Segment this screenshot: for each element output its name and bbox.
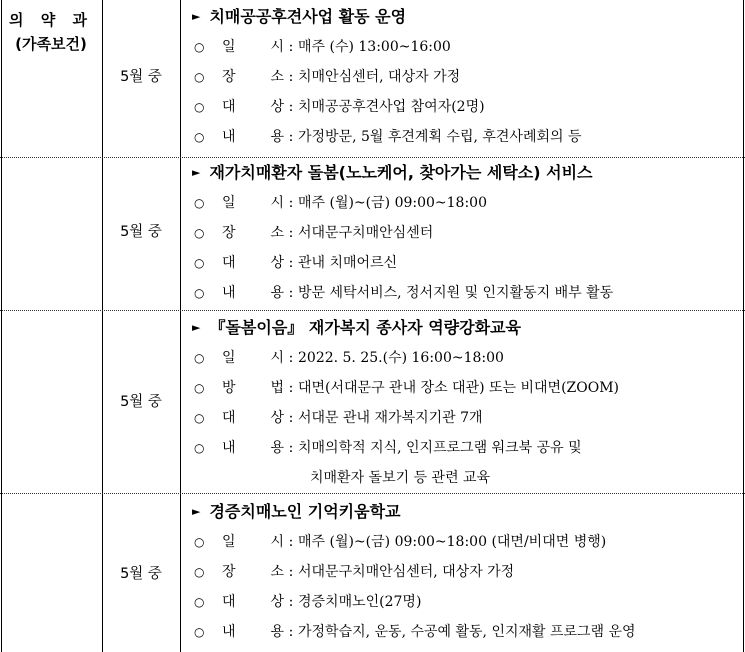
colon-separator: : [288, 564, 294, 580]
circle-bullet-icon: ○ [194, 286, 205, 300]
label-char: 소 [270, 225, 284, 241]
colon-separator: : [288, 350, 294, 366]
detail-label [214, 278, 284, 308]
detail-label [214, 527, 284, 557]
detail-value: 매주 (월)~(금) 09:00~18:00 (대면/비대면 병행) [298, 534, 607, 550]
circle-bullet-icon: ○ [194, 40, 205, 54]
detail-label [214, 92, 284, 122]
detail-value: 치매안심센터, 대상자 가정 [298, 69, 461, 85]
circle-bullet-icon: ○ [194, 411, 205, 425]
label-char: 장 [222, 225, 236, 241]
table-border-left [1, 0, 2, 652]
detail-value: 매주 (월)~(금) 09:00~18:00 [298, 195, 487, 211]
detail-value: 경증치매노인(27명) [298, 594, 422, 610]
detail-row [190, 122, 740, 152]
section-3 [190, 313, 740, 493]
section-title [190, 313, 740, 343]
detail-row [190, 343, 740, 373]
circle-bullet-icon: ○ [194, 100, 205, 114]
colon-separator: : [288, 410, 294, 426]
colon-separator: : [288, 255, 294, 271]
section-title [190, 497, 740, 527]
circle-bullet-icon: ○ [194, 595, 205, 609]
department-subname: (가족보건) [15, 35, 87, 53]
label-char: 내 [222, 129, 236, 145]
colon-separator: : [288, 380, 294, 396]
colon-separator: : [288, 99, 294, 115]
detail-row [190, 373, 740, 403]
label-char: 상 [270, 99, 284, 115]
detail-row [190, 278, 740, 308]
circle-bullet-icon: ○ [194, 441, 205, 455]
detail-label [214, 373, 284, 403]
detail-value: 매주 (수) 13:00~16:00 [298, 39, 451, 55]
section-date: 5월 중 [120, 69, 162, 85]
label-char: 상 [270, 594, 284, 610]
label-char: 시 [270, 350, 284, 366]
label-char: 시 [270, 534, 284, 550]
section-title-text: 『돌봄이음』 재가복지 종사자 역량강화교육 [209, 318, 521, 337]
detail-value: 대면(서대문구 관내 장소 대관) 또는 비대면(ZOOM) [298, 380, 620, 396]
label-char: 장 [222, 69, 236, 85]
circle-bullet-icon: ○ [194, 351, 205, 365]
label-char: 일 [222, 350, 236, 366]
detail-row [190, 248, 740, 278]
detail-value: 치매공공후견사업 참여자(2명) [298, 99, 485, 115]
circle-bullet-icon: ○ [194, 226, 205, 240]
label-char: 대 [222, 594, 236, 610]
detail-label [214, 122, 284, 152]
circle-bullet-icon: ○ [194, 565, 205, 579]
department-name: 의 약 과 [9, 11, 93, 29]
detail-row [190, 92, 740, 122]
detail-value: 관내 치매어르신 [298, 255, 398, 271]
section-2 [190, 158, 740, 308]
colon-separator: : [288, 39, 294, 55]
detail-label [214, 218, 284, 248]
arrow-right-icon: ► [192, 505, 201, 518]
section-title-text: 재가치매환자 돌봄(노노케어, 찾아가는 세탁소) 서비스 [209, 163, 593, 182]
circle-bullet-icon: ○ [194, 130, 205, 144]
label-char: 용 [270, 624, 284, 640]
detail-row [190, 557, 740, 587]
label-char: 법 [270, 380, 284, 396]
section-title-text: 치매공공후견사업 활동 운영 [209, 7, 407, 26]
detail-row [190, 218, 740, 248]
label-char: 상 [270, 255, 284, 271]
row-separator-3 [0, 493, 745, 494]
label-char: 내 [222, 285, 236, 301]
label-char: 내 [222, 624, 236, 640]
colon-separator: : [288, 594, 294, 610]
detail-value: 가정방문, 5월 후견계획 수립, 후견사례회의 등 [298, 129, 582, 145]
detail-value: 2022. 5. 25.(수) 16:00~18:00 [298, 350, 504, 366]
detail-label [214, 188, 284, 218]
detail-value: 서대문구치매안심센터, 대상자 가정 [298, 564, 515, 580]
detail-label [214, 248, 284, 278]
section-date: 5월 중 [120, 224, 162, 240]
detail-label [214, 62, 284, 92]
detail-label [214, 587, 284, 617]
colon-separator: : [288, 624, 294, 640]
detail-value: 서대문구치매안심센터 [298, 225, 434, 241]
detail-value: 방문 세탁서비스, 정서지원 및 인지활동지 배부 활동 [298, 285, 614, 301]
circle-bullet-icon: ○ [194, 256, 205, 270]
colon-separator: : [288, 129, 294, 145]
table-divider-2 [180, 0, 181, 652]
detail-value: 가정학습지, 운동, 수공예 활동, 인지재활 프로그램 운영 [298, 624, 636, 640]
circle-bullet-icon: ○ [194, 381, 205, 395]
label-char: 시 [270, 195, 284, 211]
section-title [190, 158, 740, 188]
circle-bullet-icon: ○ [194, 196, 205, 210]
detail-row [190, 32, 740, 62]
detail-label [214, 403, 284, 433]
arrow-right-icon: ► [192, 10, 201, 23]
colon-separator: : [288, 69, 294, 85]
detail-row [190, 403, 740, 433]
label-char: 내 [222, 440, 236, 456]
detail-value-continuation: 치매환자 돌보기 등 관련 교육 [310, 470, 491, 486]
label-char: 장 [222, 564, 236, 580]
section-4 [190, 497, 740, 647]
arrow-right-icon: ► [192, 166, 201, 179]
circle-bullet-icon: ○ [194, 535, 205, 549]
label-char: 대 [222, 99, 236, 115]
label-char: 소 [270, 69, 284, 85]
detail-label [214, 32, 284, 62]
detail-label [214, 343, 284, 373]
detail-value: 서대문 관내 재가복지기관 7개 [298, 410, 483, 426]
colon-separator: : [288, 440, 294, 456]
circle-bullet-icon: ○ [194, 625, 205, 639]
section-1 [190, 2, 740, 152]
label-char: 시 [270, 39, 284, 55]
detail-row [190, 617, 740, 647]
detail-row [190, 433, 740, 463]
detail-row [190, 62, 740, 92]
section-date: 5월 중 [120, 394, 162, 410]
label-char: 상 [270, 410, 284, 426]
detail-row [190, 527, 740, 557]
label-char: 방 [222, 380, 236, 396]
label-char: 일 [222, 39, 236, 55]
section-date: 5월 중 [120, 566, 162, 582]
colon-separator: : [288, 534, 294, 550]
detail-label [214, 617, 284, 647]
colon-separator: : [288, 285, 294, 301]
colon-separator: : [288, 195, 294, 211]
detail-label [214, 433, 284, 463]
detail-label [214, 557, 284, 587]
label-char: 대 [222, 255, 236, 271]
label-char: 일 [222, 195, 236, 211]
label-char: 용 [270, 440, 284, 456]
section-title [190, 2, 740, 32]
row-separator-2 [0, 310, 745, 311]
table-border-right [743, 0, 744, 652]
detail-value: 치매의학적 지식, 인지프로그램 워크북 공유 및 [298, 440, 582, 456]
colon-separator: : [288, 225, 294, 241]
arrow-right-icon: ► [192, 321, 201, 334]
label-char: 용 [270, 285, 284, 301]
circle-bullet-icon: ○ [194, 70, 205, 84]
label-char: 일 [222, 534, 236, 550]
detail-row [190, 188, 740, 218]
label-char: 소 [270, 564, 284, 580]
section-title-text: 경증치매노인 기억키움학교 [209, 502, 401, 521]
table-divider-1 [102, 0, 103, 652]
label-char: 용 [270, 129, 284, 145]
label-char: 대 [222, 410, 236, 426]
detail-row [190, 587, 740, 617]
department-cell [0, 8, 102, 56]
